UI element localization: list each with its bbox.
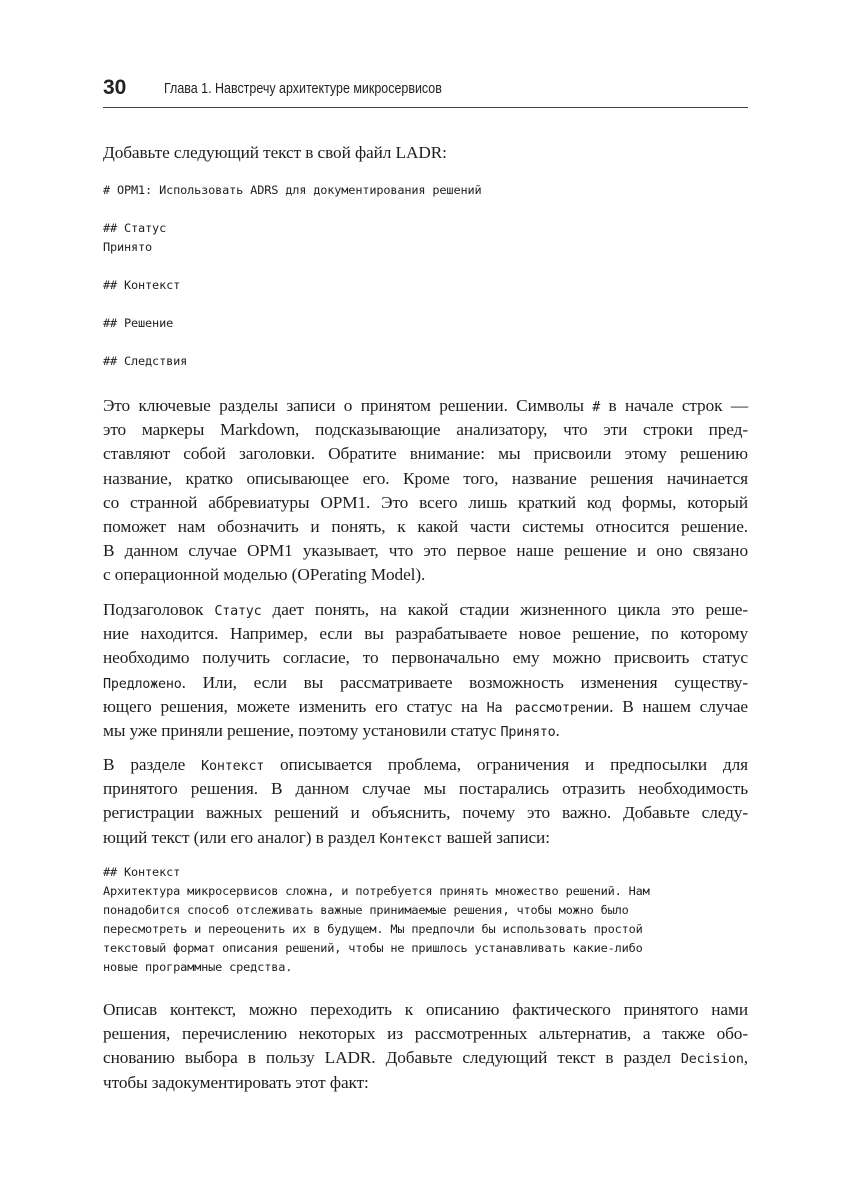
text-line bbox=[103, 418, 748, 442]
text-line bbox=[103, 1071, 748, 1095]
text-line bbox=[103, 1022, 748, 1046]
code-line: Архитектура микросервисов сложна, и потребуется принять множество решений. Нам bbox=[103, 884, 650, 898]
text-line bbox=[103, 998, 748, 1022]
text-line bbox=[103, 777, 748, 801]
text-line bbox=[103, 442, 748, 466]
code-context-heading: ## Контекст bbox=[103, 278, 181, 292]
inline-code: Контекст bbox=[379, 831, 443, 847]
text-segment: Это ключевые разделы записи о принятом решении. Символы bbox=[103, 396, 593, 415]
text-segment: это маркеры Markdown, подсказывающие анализатору, что эти строки пред- bbox=[103, 420, 748, 440]
text-segment: мы уже приняли решение, поэтому установили статус bbox=[103, 720, 501, 740]
text-line bbox=[103, 671, 748, 695]
text-line bbox=[103, 622, 748, 646]
page-number: 30 bbox=[103, 76, 127, 99]
text-line bbox=[103, 394, 748, 418]
code-context-heading: ## Контекст bbox=[103, 865, 181, 879]
text-line bbox=[103, 753, 748, 777]
inline-code: Предложено bbox=[103, 676, 182, 692]
inline-code: Контекст bbox=[201, 759, 265, 774]
inline-code: # bbox=[592, 400, 601, 415]
text-segment: Описав контекст, можно переходить к описанию фактического принятого нами bbox=[103, 1000, 748, 1019]
text-segment: с операционной моделью (OPerating Model). bbox=[103, 565, 426, 585]
text-line bbox=[103, 563, 748, 587]
paragraph-decision bbox=[103, 998, 748, 1095]
text-line bbox=[103, 801, 748, 825]
inline-code: На рассмотрении bbox=[486, 700, 610, 716]
text-line bbox=[103, 515, 748, 539]
code-line: пересмотреть и переоценить их в будущем. Мы предпочли бы использовать простой bbox=[103, 922, 643, 936]
text-segment: ние находится. Например, если вы разрабатываете новое решение, по которому bbox=[103, 624, 748, 644]
text-line bbox=[103, 467, 748, 491]
paragraph-context bbox=[103, 753, 748, 850]
text-segment: . Или, если вы рассматриваете возможность изменения существу- bbox=[181, 672, 748, 692]
text-segment: ющего решения, можете изменить его статус на bbox=[103, 696, 487, 716]
text-segment: ющий текст (или его аналог) в раздел bbox=[103, 827, 380, 847]
running-header bbox=[103, 74, 748, 108]
text-line bbox=[103, 695, 748, 719]
text-segment: чтобы задокументировать этот факт: bbox=[103, 1072, 369, 1092]
text-segment: . В нашем случае bbox=[609, 696, 748, 716]
paragraph-sections bbox=[103, 394, 748, 588]
text-line bbox=[103, 539, 748, 563]
code-title-line: # OPM1: Использовать ADRS для документирования решений bbox=[103, 183, 482, 197]
text-segment: В разделе bbox=[103, 755, 202, 774]
text-segment: название, кратко описывающее его. Кроме того, название решения начинается bbox=[103, 468, 748, 488]
text-segment: . bbox=[555, 720, 560, 740]
text-segment: поможет нам обозначить и понять, к какой части системы относится решение. bbox=[103, 516, 748, 536]
code-status-value: Принято bbox=[103, 240, 153, 254]
text-segment: ставляют собой заголовки. Обратите внимание: мы присвоили этому решению bbox=[103, 444, 748, 464]
template-code-block bbox=[103, 181, 748, 371]
text-line bbox=[103, 598, 748, 622]
text-segment: решения, перечислению некоторых из рассмотренных альтернатив, а также обо- bbox=[103, 1024, 748, 1044]
code-line: понадобится способ отслеживать важные принимаемые решения, чтобы можно было bbox=[103, 903, 629, 917]
text-segment: необходимо получить согласие, то первоначально ему можно присвоить статус bbox=[103, 648, 748, 668]
inline-code: Decision bbox=[680, 1052, 744, 1068]
text-line bbox=[103, 1046, 748, 1070]
code-status-heading: ## Статус bbox=[103, 221, 167, 235]
text-line bbox=[103, 646, 748, 670]
text-segment: снованию выбора в пользу LADR. Добавьте следующий текст в раздел bbox=[103, 1048, 681, 1068]
intro-paragraph bbox=[103, 141, 748, 165]
text-segment: вашей записи: bbox=[442, 827, 550, 847]
text-segment: принятого решения. В данном случае мы постарались отразить необходимость bbox=[103, 779, 748, 799]
text-segment: Подзаголовок bbox=[103, 600, 215, 619]
chapter-title: Глава 1. Навстречу архитектуре микросервисов bbox=[164, 81, 442, 97]
inline-code: Принято bbox=[500, 724, 556, 740]
text-segment: дает понять, на какой стадии жизненного цикла это реше- bbox=[261, 600, 748, 619]
text-line bbox=[103, 826, 748, 850]
inline-code: Статус bbox=[214, 604, 262, 619]
paragraph-status bbox=[103, 598, 748, 743]
text-line bbox=[103, 719, 748, 743]
intro-text: Добавьте следующий текст в свой файл LADR: bbox=[103, 143, 447, 162]
text-segment: , bbox=[743, 1048, 748, 1068]
text-segment: описывается проблема, ограничения и предпосылки для bbox=[264, 755, 748, 774]
text-line bbox=[103, 491, 748, 515]
text-segment: в начале строк — bbox=[600, 396, 748, 415]
text-segment: со странной аббревиатуры OPM1. Это всего лишь краткий код формы, который bbox=[103, 492, 748, 512]
code-decision-heading: ## Решение bbox=[103, 316, 174, 330]
code-consequences-heading: ## Следствия bbox=[103, 354, 188, 368]
code-line: текстовый формат описания решений, чтобы не пришлось устанавливать какие-либо bbox=[103, 941, 643, 955]
code-line: новые программные средства. bbox=[103, 960, 293, 974]
text-segment: регистрации важных решений и объяснить, почему это важно. Добавьте следу- bbox=[103, 803, 748, 823]
context-code-block bbox=[103, 863, 748, 977]
text-segment: В данном случае OPM1 указывает, что это первое наше решение и оно связано bbox=[103, 541, 748, 561]
